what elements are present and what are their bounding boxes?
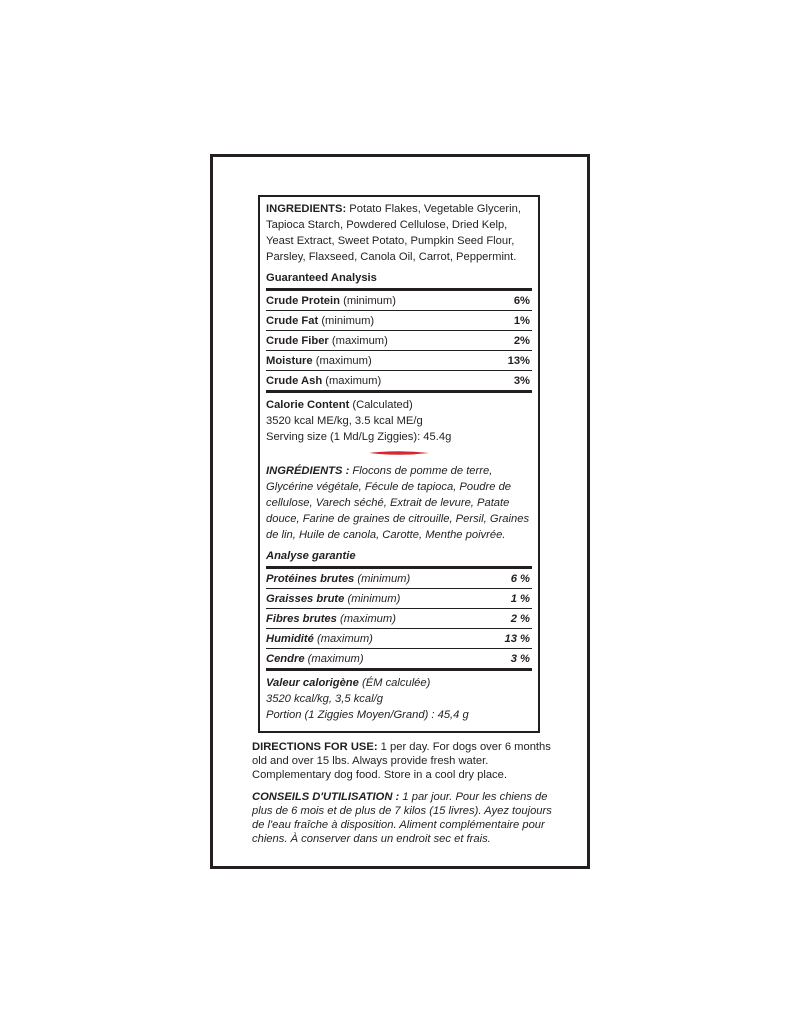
- directions-block: [252, 740, 552, 854]
- calorie-values: 3520 kcal/kg, 3,5 kcal/g: [266, 693, 383, 705]
- ingredients-fr: [266, 463, 532, 543]
- nutrient-value: 6%: [513, 294, 530, 307]
- directions-label: DIRECTIONS FOR USE:: [252, 741, 378, 753]
- analysis-table-en: [266, 288, 532, 393]
- nutrient-qualifier: (maximum): [315, 354, 372, 367]
- analysis-row: [266, 609, 532, 629]
- ingredients-label: INGRÉDIENTS :: [266, 465, 350, 477]
- nutrient-name: Crude Fat: [266, 314, 319, 327]
- ingredients-en: [266, 201, 532, 265]
- nutrient-name: Graisses brute: [266, 592, 345, 605]
- nutrient-qualifier: (maximum): [316, 632, 373, 645]
- calorie-qualifier: (Calculated): [352, 399, 413, 411]
- nutrient-name: Fibres brutes: [266, 612, 337, 625]
- label-frame: [210, 154, 590, 869]
- nutrient-value: 1%: [513, 314, 530, 327]
- calorie-qualifier: (ÉM calculée): [361, 677, 431, 689]
- calorie-values: 3520 kcal ME/kg, 3.5 kcal ME/g: [266, 415, 423, 427]
- nutrient-value: 13%: [507, 354, 530, 367]
- analysis-row: [266, 569, 532, 589]
- nutrition-panel: [258, 195, 540, 733]
- analysis-row: [266, 291, 532, 311]
- directions-en: [252, 740, 552, 782]
- analysis-row: [266, 371, 532, 393]
- directions-fr: [252, 790, 552, 846]
- analysis-row: [266, 311, 532, 331]
- ingredients-text: Flocons de pomme de terre, Glycérine végétale, Fécule de tapioca, Poudre de cellulose, Varech séché, Extrait de levure, Patate douce, Farine de graines de citrouille, Persil, Graines de lin, Huile de canola, Carotte, Menthe poivrée.: [266, 465, 530, 541]
- calorie-label: Valeur calorigène: [266, 677, 359, 689]
- calorie-content-en: [266, 397, 532, 445]
- nutrient-name: Crude Ash: [266, 374, 323, 387]
- analysis-title-fr: Analyse garantie: [266, 550, 356, 562]
- nutrient-qualifier: (minimum): [343, 294, 396, 307]
- analysis-title-en: Guaranteed Analysis: [266, 272, 377, 284]
- nutrient-qualifier: (maximum): [331, 334, 388, 347]
- analysis-row: [266, 331, 532, 351]
- nutrient-qualifier: (minimum): [347, 592, 401, 605]
- directions-text: 1 per day. For dogs over 6 months old and over 15 lbs. Always provide fresh water. Complementary dog food. Store in a cool dry place.: [252, 741, 551, 781]
- calorie-label: Calorie Content: [266, 399, 350, 411]
- analysis-row: [266, 629, 532, 649]
- ingredients-label: INGREDIENTS:: [266, 203, 347, 215]
- analysis-row: [266, 649, 532, 671]
- nutrient-qualifier: (minimum): [357, 572, 411, 585]
- analysis-row: [266, 589, 532, 609]
- calorie-content-fr: [266, 675, 532, 723]
- analysis-row: [266, 351, 532, 371]
- nutrient-value: 13 %: [504, 632, 530, 645]
- nutrient-qualifier: (minimum): [321, 314, 375, 327]
- nutrient-qualifier: (maximum): [325, 374, 382, 387]
- nutrient-value: 2 %: [510, 612, 530, 625]
- nutrient-name: Moisture: [266, 354, 313, 367]
- nutrient-name: Humidité: [266, 632, 314, 645]
- serving-size: Serving size (1 Md/Lg Ziggies): 45.4g: [266, 431, 452, 443]
- red-divider-icon: [369, 450, 429, 456]
- section-divider: [266, 447, 532, 459]
- serving-size: Portion (1 Ziggies Moyen/Grand) : 45,4 g: [266, 709, 469, 721]
- nutrient-value: 2%: [513, 334, 530, 347]
- analysis-table-fr: [266, 566, 532, 671]
- nutrient-value: 3 %: [510, 652, 530, 665]
- directions-text: 1 par jour. Pour les chiens de plus de 6 mois et de plus de 7 kilos (15 livres). Ayez toujours de l'eau fraîche à disposition. Aliment complémentaire pour chiens. À conserver dans un endroit sec et frais.: [252, 791, 552, 845]
- nutrient-name: Crude Fiber: [266, 334, 329, 347]
- nutrient-name: Crude Protein: [266, 294, 340, 307]
- nutrient-value: 1 %: [510, 592, 530, 605]
- nutrient-qualifier: (maximum): [339, 612, 396, 625]
- nutrient-name: Cendre: [266, 652, 305, 665]
- nutrient-name: Protéines brutes: [266, 572, 355, 585]
- nutrient-qualifier: (maximum): [307, 652, 364, 665]
- directions-label: CONSEILS D'UTILISATION :: [252, 791, 400, 803]
- nutrient-value: 6 %: [510, 572, 530, 585]
- ingredients-text: Potato Flakes, Vegetable Glycerin, Tapioca Starch, Powdered Cellulose, Dried Kelp, Yeast Extract, Sweet Potato, Pumpkin Seed Flour, Parsley, Flaxseed, Canola Oil, Carrot, Peppermint.: [266, 203, 521, 263]
- nutrient-value: 3%: [513, 374, 530, 387]
